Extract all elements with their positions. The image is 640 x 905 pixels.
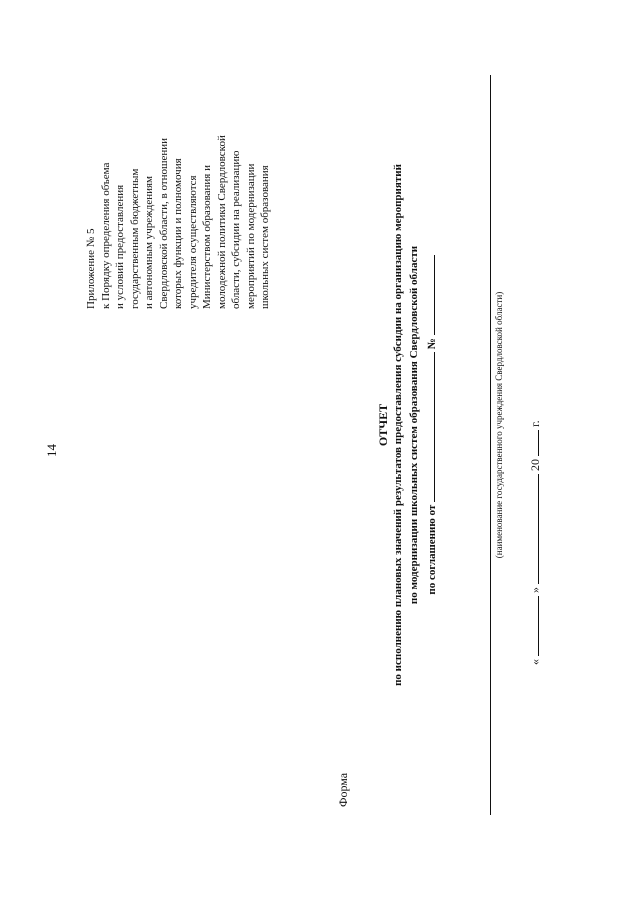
agreement-line: [424, 75, 438, 775]
agreement-prefix: по соглашению от: [426, 504, 438, 595]
day-blank: [528, 596, 539, 656]
year-suffix: г.: [528, 420, 542, 427]
appendix-line: школьных систем образования: [259, 165, 271, 309]
report-subtitle-line1: по исполнению плановых значений результатов предоставления субсидии на организацию мероприятий: [392, 164, 404, 686]
agreement-number-blank: [424, 255, 435, 335]
appendix-line: которых функции и полномочия: [172, 158, 184, 309]
page-number: 14: [44, 444, 59, 457]
report-title: ОТЧЕТ: [376, 403, 390, 447]
appendix-line: мероприятий по модернизации: [244, 163, 257, 309]
appendix-line: Свердловской области, в отношении: [157, 138, 170, 309]
month-blank: [528, 474, 539, 584]
date-line: [528, 420, 543, 665]
appendix-note: [84, 135, 273, 309]
appendix-line: государственным бюджетным: [128, 168, 141, 309]
agreement-number-sign: №: [426, 338, 438, 350]
appendix-line: и автономным учреждениям: [143, 175, 155, 309]
appendix-line: учредителя осуществляются: [186, 175, 199, 309]
agreement-date-blank: [424, 352, 435, 502]
appendix-line: к Порядку определения объема: [99, 162, 112, 309]
appendix-line: и условий предоставления: [114, 184, 126, 309]
form-label: Форма: [336, 772, 350, 807]
date-close-quote: »: [528, 587, 542, 593]
date-open-quote: «: [528, 659, 542, 665]
report-subtitle-line2: по модернизации школьных систем образования Свердловской области: [408, 245, 420, 605]
year-prefix: 20: [528, 459, 542, 471]
year-blank: [528, 430, 539, 456]
appendix-line: Министерством образования и: [201, 165, 213, 309]
appendix-line: области, субсидии на реализацию: [230, 150, 242, 309]
appendix-line: молодежной политики Свердловской: [215, 135, 228, 309]
institution-name-line: [490, 75, 491, 815]
appendix-line: Приложение № 5: [85, 228, 97, 309]
institution-caption: (наименование государственного учреждения Свердловской области): [494, 291, 504, 559]
